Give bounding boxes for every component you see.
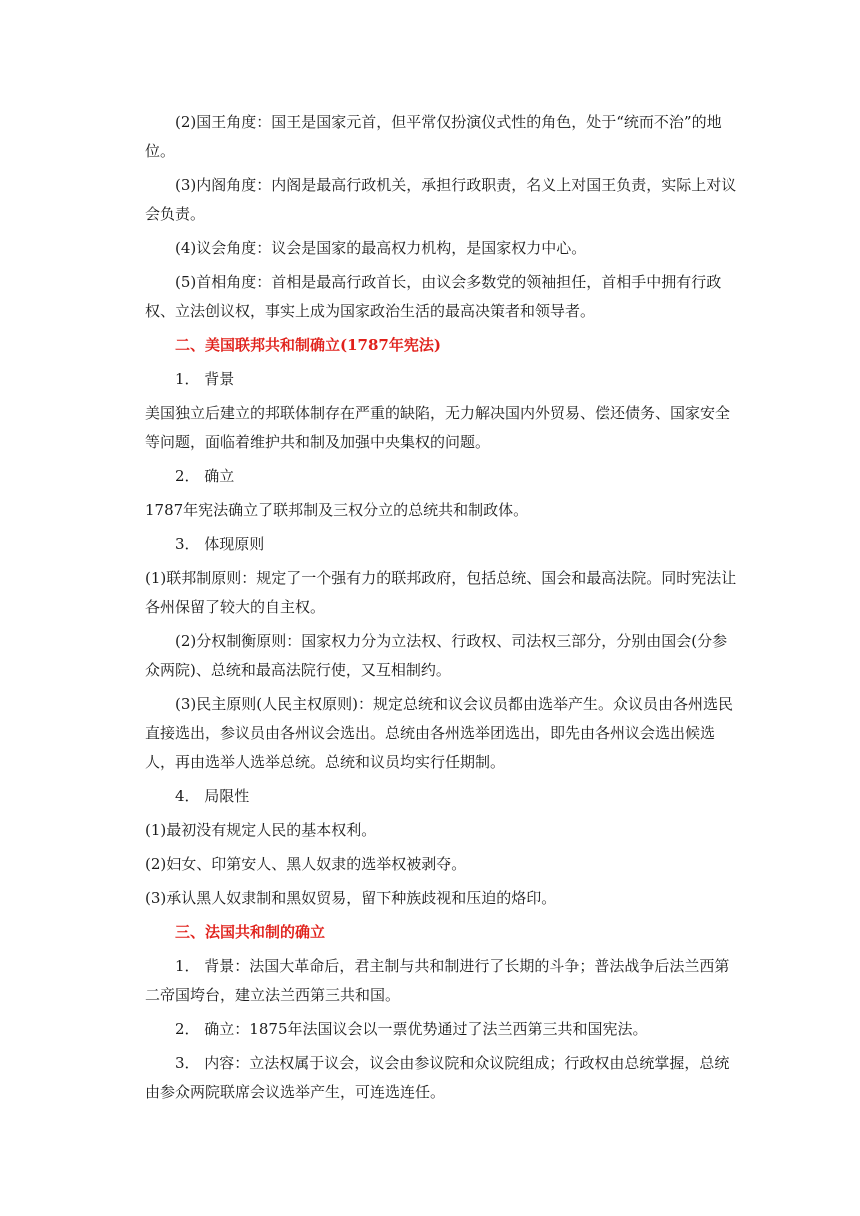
- paragraph-cabinet-perspective: (3)内阁角度：内阁是最高行政机关，承担行政职责，名义上对国王负责，实际上对议会负责。: [145, 176, 737, 223]
- paragraph-prime-minister-perspective: (5)首相角度：首相是最高行政首长，由议会多数党的领袖担任，首相手中拥有行政权、立法创议权，事实上成为国家政治生活的最高决策者和领导者。: [145, 273, 722, 320]
- heading-france-republic: 三、法国共和制的确立: [175, 923, 326, 941]
- paragraph-principle-democracy: (3)民主原则(人民主权原则)：规定总统和议会议员都由选举产生。众议员由各州选民直接选出，参议员由各州议会选出。总统由各州选举团选出，即先由各州议会选出候选人，再由选举人选举总统。总统和议员均实行任期制。: [145, 695, 733, 771]
- paragraph-king-perspective: (2)国王角度：国王是国家元首，但平常仅扮演仪式性的角色，处于“统而不治”的地位。: [145, 113, 722, 160]
- document-body: [145, 108, 741, 1112]
- list-item-limitation: (2)妇女、印第安人、黑人奴隶的选举权被剥夺。: [145, 855, 467, 873]
- paragraph-france-content: 3． 内容：立法权属于议会，议会由参议院和众议院组成；行政权由总统掌握，总统由参众两院联席会议选举产生，可连选连任。: [145, 1054, 730, 1101]
- subheading-establishment: 2． 确立: [175, 467, 235, 485]
- paragraph-establishment: 1787年宪法确立了联邦制及三权分立的总统共和制政体。: [145, 501, 529, 519]
- paragraph-france-background: 1． 背景：法国大革命后，君主制与共和制进行了长期的斗争；普法战争后法兰西第二帝国垮台，建立法兰西第三共和国。: [145, 957, 730, 1004]
- subheading-limitations: 4． 局限性: [175, 787, 250, 805]
- subheading-background: 1． 背景: [175, 370, 235, 388]
- paragraph-background: 美国独立后建立的邦联体制存在严重的缺陷，无力解决国内外贸易、偿还债务、国家安全等问题，面临着维护共和制及加强中央集权的问题。: [145, 404, 731, 451]
- list-item-limitation: (3)承认黑人奴隶制和黑奴贸易，留下种族歧视和压迫的烙印。: [145, 889, 557, 907]
- paragraph-france-establishment: 2． 确立：1875年法国议会以一票优势通过了法兰西第三共和国宪法。: [175, 1020, 648, 1038]
- subheading-principles: 3． 体现原则: [175, 535, 265, 553]
- paragraph-parliament-perspective: (4)议会角度：议会是国家的最高权力机构，是国家权力中心。: [175, 239, 587, 257]
- list-item-limitation: (1)最初没有规定人民的基本权利。: [145, 821, 377, 839]
- paragraph-principle-federal: (1)联邦制原则：规定了一个强有力的联邦政府，包括总统、国会和最高法院。同时宪法让各州保留了较大的自主权。: [145, 569, 737, 616]
- heading-us-federal-republic: 二、美国联邦共和制确立(1787年宪法): [175, 336, 441, 354]
- paragraph-principle-checks: (2)分权制衡原则：国家权力分为立法权、行政权、司法权三部分，分别由国会(分参众两院)、总统和最高法院行使，又互相制约。: [145, 632, 728, 679]
